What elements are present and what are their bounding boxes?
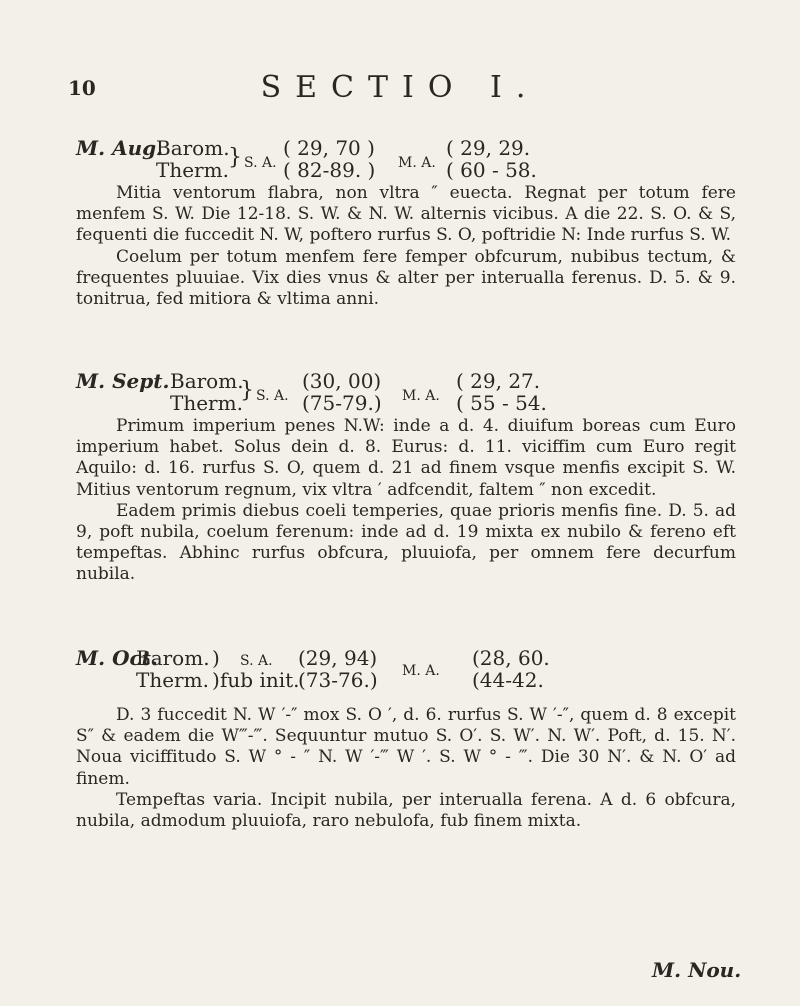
- brace: ): [212, 646, 220, 670]
- paragraph: Coelum per totum menfem fere femper obfcurum, nubibus tectum, & frequentes pluuiae. Vix dies vnus & alter per interualla ferenus. D. 5. & 9. tonitrua, fed mitiora & vltima anni.: [76, 246, 736, 310]
- ma-thermometer-value: (44-42.: [472, 668, 544, 692]
- sa-barometer-value: ( 29, 70 ): [283, 136, 375, 160]
- thermometer-label: Therm.: [156, 158, 229, 182]
- paragraph: Eadem primis diebus coeli temperies, quae prioris menfis fine. D. 5. ad 9, poft nubila, coelum ferenum: inde ad d. 19 mixta ex nubilo & fereno eft tempeftas. Abhinc rurfus obfcura, pluuiofa, per omnem fere decurfum nubila.: [76, 500, 736, 585]
- paragraph: Tempeftas varia. Incipit nubila, per interualla ferena. A d. 6 obfcura, nubila, admodum pluuiofa, raro nebulofa, fub finem mixta.: [76, 789, 736, 832]
- sa-label: S. A.: [256, 388, 289, 404]
- barometer-label: Barom.: [156, 136, 230, 160]
- ma-barometer-value: (28, 60.: [472, 646, 550, 670]
- brace: ): [212, 668, 220, 692]
- ma-barometer-value: ( 29, 29.: [446, 136, 531, 160]
- paragraph: Primum imperium penes N.W: inde a d. 4. diuifum boreas cum Euro imperium habet. Solus dein d. 8. Eurus: d. 11. viciffim cum Euro regit Aquilo: d. 16. rurfus S. O, quem d. 21 ad finem vsque menfis excipit S. W. Mitius ventorum regnum, vix vltra ′ adfcendit, faltem ″ non excedit.: [76, 416, 736, 500]
- month-label: M. Aug.: [76, 136, 164, 160]
- paragraph: D. 3 fuccedit N. W ′-″ mox S. O ′, d. 6. rurfus S. W ′-″, quem d. 8 excepit S″ & eadem die W‴-‴. Sequuntur mutuo S. O′. S. W′. N. W′. Poft, d. 15. N′. Noua viciffitudo S. W ° - ″ N. W ′-‴ W ′. S. W ° - ‴. Die 30 N′. & N. O′ ad finem.: [76, 705, 736, 789]
- sa-label: S. A.: [240, 653, 273, 669]
- paragraph: Mitia ventorum flabra, non vltra ″ euecta. Regnat per totum fere menfem S. W. Die 12-18. S. W. & N. W. alternis vicibus. A die 22. S. O. & S, fequenti die fuccedit N. W, poftero rurfus S. O, poftridie N: Inde rurfus S. W.: [76, 183, 736, 246]
- sa-barometer-value: (29, 94): [298, 646, 378, 670]
- ma-label: M. A.: [402, 388, 440, 404]
- thermometer-label: Therm.: [170, 391, 243, 415]
- running-header: [0, 70, 800, 110]
- catchword: M. Nou.: [652, 958, 742, 982]
- brace: }: [228, 145, 242, 170]
- paragraph-block: [76, 183, 736, 310]
- barometer-label: Barom.: [170, 369, 244, 393]
- sa-thermometer-value: (73-76.): [298, 668, 378, 692]
- paragraph-block: [76, 416, 736, 586]
- month-label: M. Oct.: [76, 646, 158, 670]
- month-label: M. Sept.: [76, 369, 170, 393]
- section-title: SECTIO I.: [260, 70, 540, 105]
- barometer-label: Barom.: [136, 646, 210, 670]
- ma-thermometer-value: ( 60 - 58.: [446, 158, 537, 182]
- sa-sub-label: fub init.: [220, 668, 300, 692]
- thermometer-label: Therm.: [136, 668, 209, 692]
- page-number: 10: [68, 76, 96, 100]
- paragraph-block: [76, 705, 736, 832]
- ma-barometer-value: ( 29, 27.: [456, 369, 541, 393]
- ma-label: M. A.: [402, 663, 440, 679]
- sa-label: S. A.: [244, 155, 277, 171]
- ma-thermometer-value: ( 55 - 54.: [456, 391, 547, 415]
- sa-thermometer-value: (75-79.): [302, 391, 382, 415]
- brace: }: [240, 378, 254, 403]
- sa-barometer-value: (30, 00): [302, 369, 382, 393]
- sa-thermometer-value: ( 82-89. ): [283, 158, 376, 182]
- ma-label: M. A.: [398, 155, 436, 171]
